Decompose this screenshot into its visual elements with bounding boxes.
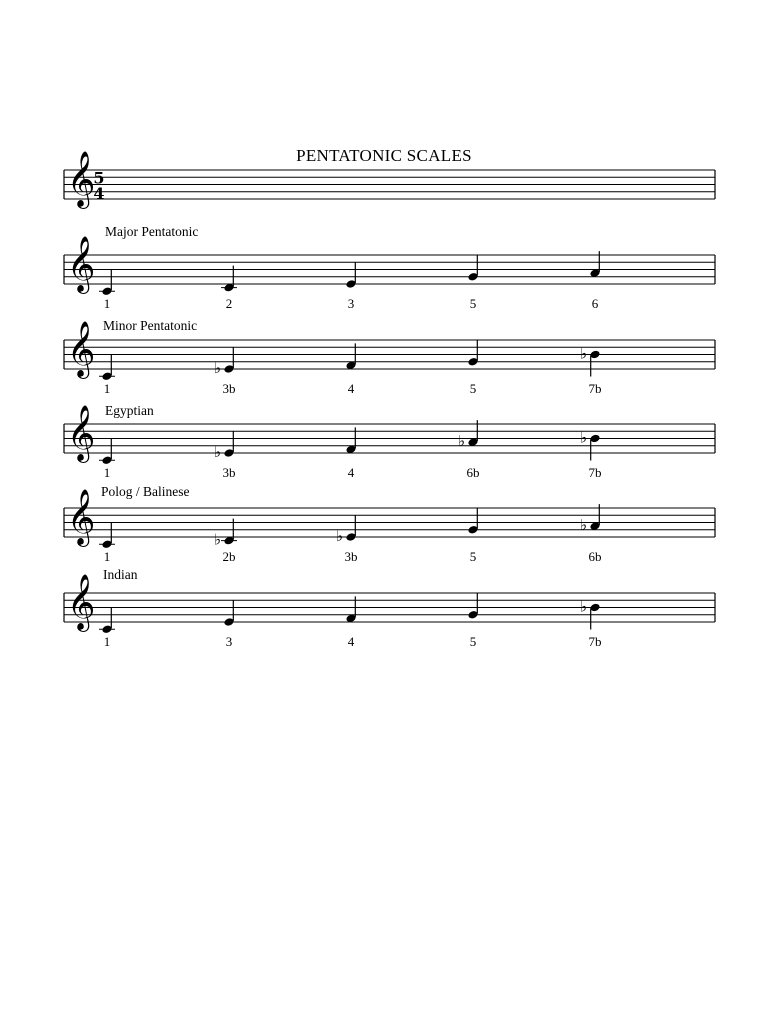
scale-degree-label: 7b xyxy=(588,634,602,649)
scale-degree-label: 3b xyxy=(222,381,236,396)
time-signature-beats: 5 xyxy=(93,168,105,188)
scale-name-minor-pentatonic: Minor Pentatonic xyxy=(103,318,198,333)
scale-degree-label: 3b xyxy=(344,549,358,564)
scale-degree-label: 2 xyxy=(225,296,233,311)
treble-clef-icon: 𝄞 xyxy=(67,235,96,292)
scale-degree-label: 1 xyxy=(103,381,111,396)
scale-degree-label: 7b xyxy=(588,465,602,480)
scale-degree-label: 5 xyxy=(469,381,477,396)
scale-degree-label: 4 xyxy=(347,634,355,649)
scale-name-major-pentatonic: Major Pentatonic xyxy=(105,224,199,239)
scale-name-egyptian: Egyptian xyxy=(105,403,154,418)
scale-degree-label: 4 xyxy=(347,465,355,480)
scale-degree-label: 5 xyxy=(469,634,477,649)
treble-clef-icon: 𝄞 xyxy=(67,320,96,377)
scale-name-indian: Indian xyxy=(103,567,138,582)
scale-degree-label: 6 xyxy=(591,296,599,311)
flat-accidental-icon: ♭ xyxy=(457,432,465,451)
scale-degree-label: 1 xyxy=(103,296,111,311)
scale-degree-label: 6b xyxy=(588,549,602,564)
scale-degree-label: 1 xyxy=(103,634,111,649)
scale-degree-label: 3b xyxy=(222,465,236,480)
scale-degree-label: 5 xyxy=(469,549,477,564)
flat-accidental-icon: ♭ xyxy=(579,344,587,363)
flat-accidental-icon: ♭ xyxy=(213,359,221,377)
flat-accidental-icon: ♭ xyxy=(213,530,221,549)
treble-clef-icon: 𝄞 xyxy=(67,573,96,630)
treble-clef-icon: 𝄞 xyxy=(67,150,96,207)
scale-degree-label: 2b xyxy=(222,549,236,564)
scale-degree-label: 1 xyxy=(103,549,111,564)
scale-degree-label: 7b xyxy=(588,381,602,396)
scale-degree-label: 5 xyxy=(469,296,477,311)
scale-degree-label: 1 xyxy=(103,465,111,480)
treble-clef-icon: 𝄞 xyxy=(67,488,96,545)
treble-clef-icon: 𝄞 xyxy=(67,404,96,461)
scale-degree-label: 3 xyxy=(225,634,233,649)
scale-degree-label: 4 xyxy=(347,381,355,396)
flat-accidental-icon: ♭ xyxy=(579,597,587,616)
scale-name-polog-balinese: Polog / Balinese xyxy=(101,484,190,499)
page-title: PENTATONIC SCALES xyxy=(296,146,472,165)
flat-accidental-icon: ♭ xyxy=(579,516,587,535)
time-signature-unit: 4 xyxy=(93,184,105,203)
flat-accidental-icon: ♭ xyxy=(213,443,221,461)
scale-degree-label: 6b xyxy=(466,465,480,480)
scale-degree-label: 3 xyxy=(347,296,355,311)
flat-accidental-icon: ♭ xyxy=(579,428,587,447)
flat-accidental-icon: ♭ xyxy=(335,527,343,545)
